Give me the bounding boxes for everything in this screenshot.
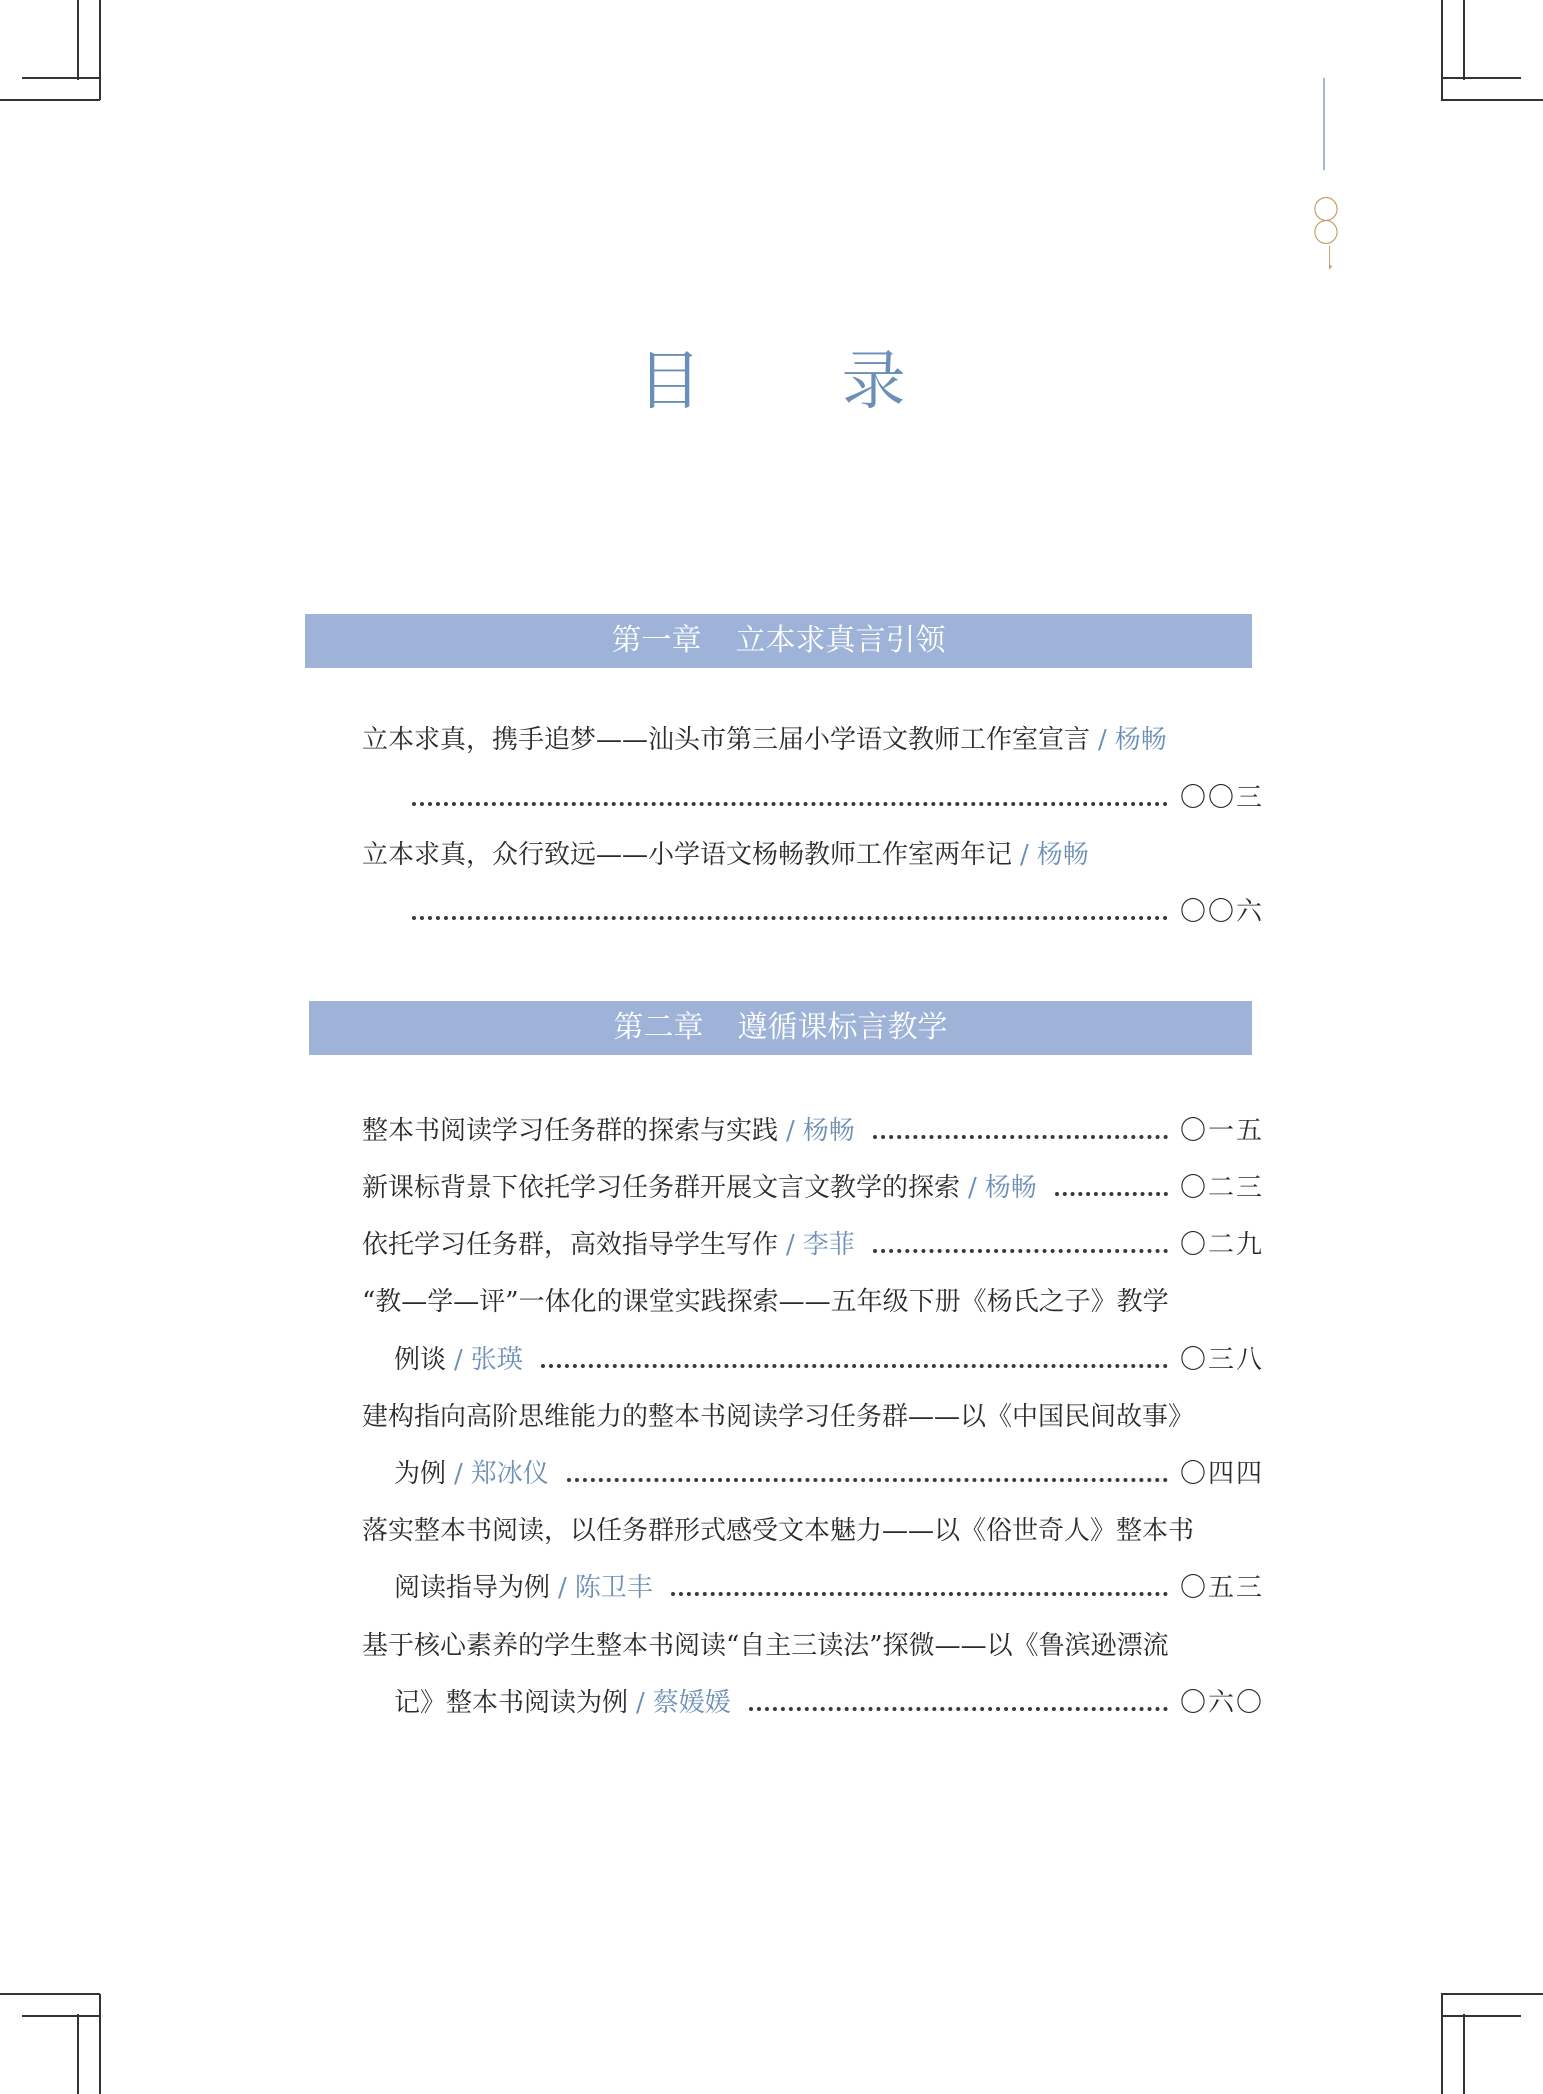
dot-leader: [749, 1707, 1168, 1711]
crop-mark-bottom-left-h2: [22, 2015, 100, 2017]
entry-title: 依托学习任务群，高效指导学生写作: [362, 1230, 779, 1260]
entry-author: 杨畅: [802, 1116, 855, 1146]
author-separator: /: [558, 1573, 567, 1603]
entry-author: 郑冰仪: [470, 1459, 549, 1489]
crop-mark-top-left-v2: [77, 0, 79, 80]
author-separator: /: [1020, 840, 1029, 870]
toc-entry-title[interactable]: [362, 1282, 1262, 1322]
page-number-digit-3: 一: [1311, 244, 1342, 271]
dot-leader: [412, 916, 1168, 920]
entry-title-cont: 为例: [394, 1459, 447, 1489]
author-separator: /: [1098, 725, 1107, 755]
toc-entry-title[interactable]: [362, 1511, 1262, 1551]
entry-title: 立本求真，携手追梦——汕头市第三届小学语文教师工作室宣言: [362, 725, 1091, 755]
entry-page: 〇五三: [1180, 1573, 1265, 1603]
page-number: [1311, 196, 1342, 271]
chapter-name: 立本求真言引领: [735, 623, 946, 658]
dot-leader: [1055, 1192, 1168, 1196]
author-separator: /: [454, 1345, 463, 1375]
entry-title: 立本求真，众行致远——小学语文杨畅教师工作室两年记: [362, 840, 1013, 870]
chapter-header-1: [305, 614, 1252, 668]
entry-title-cont: 阅读指导为例: [394, 1573, 551, 1603]
entry-title: “教—学—评”一体化的课堂实践探索——五年级下册《杨氏之子》教学: [362, 1287, 1169, 1317]
entry-page: 〇三八: [1180, 1345, 1265, 1375]
crop-mark-bottom-left-v2: [77, 2014, 79, 2094]
dot-leader: [541, 1364, 1168, 1368]
toc-entry[interactable]: [362, 1225, 1265, 1265]
crop-mark-top-right-v: [1441, 0, 1443, 100]
chapter-number: 第二章: [613, 1010, 704, 1045]
author-separator: /: [968, 1173, 977, 1203]
author-separator: /: [636, 1688, 645, 1718]
toc-entry[interactable]: [362, 1168, 1265, 1208]
toc-entry-title[interactable]: [362, 720, 1262, 760]
page-number-digit-1: 〇: [1313, 196, 1340, 226]
entry-author: 杨畅: [1114, 725, 1167, 755]
crop-mark-top-right-h2: [1441, 77, 1521, 79]
entry-page: 〇二九: [1180, 1230, 1265, 1260]
entry-page: 〇〇三: [1180, 783, 1265, 813]
toc-entry-page-line[interactable]: [394, 892, 1265, 932]
page-title: 目 录: [637, 345, 966, 419]
dot-leader: [567, 1478, 1168, 1482]
chapter-header-2: [309, 1001, 1252, 1055]
toc-entry-continuation[interactable]: [394, 1454, 1265, 1494]
toc-entry-continuation[interactable]: [394, 1340, 1265, 1380]
crop-mark-top-right-v2: [1463, 0, 1465, 80]
toc-entry[interactable]: [362, 1111, 1265, 1151]
toc-entry-page-line[interactable]: [394, 778, 1265, 818]
crop-mark-bottom-right-v: [1441, 1994, 1443, 2094]
entry-title: 基于核心素养的学生整本书阅读“自主三读法”探微——以《鲁滨逊漂流: [362, 1631, 1169, 1661]
crop-mark-bottom-right-h: [1441, 1993, 1543, 1995]
entry-title-cont: 记》整本书阅读为例: [394, 1688, 629, 1718]
crop-mark-top-left-v: [99, 0, 101, 100]
chapter-number: 第一章: [611, 623, 702, 658]
entry-page: 〇〇六: [1180, 897, 1265, 927]
crop-mark-bottom-right-h2: [1441, 2015, 1521, 2017]
entry-author: 蔡媛媛: [652, 1688, 731, 1718]
page-number-digit-2: 〇: [1313, 219, 1340, 249]
toc-entry-title[interactable]: [362, 835, 1262, 875]
dot-leader: [873, 1249, 1168, 1253]
crop-mark-top-left-h: [0, 99, 100, 101]
entry-page: 〇二三: [1180, 1173, 1265, 1203]
crop-mark-top-right-h: [1441, 99, 1543, 101]
crop-mark-bottom-left-h: [0, 1993, 100, 1995]
toc-entry-continuation[interactable]: [394, 1683, 1265, 1723]
page-number-rule: [1323, 78, 1325, 170]
dot-leader: [671, 1592, 1168, 1596]
author-separator: /: [454, 1459, 463, 1489]
entry-page: 〇六〇: [1180, 1688, 1265, 1718]
toc-entry-title[interactable]: [362, 1626, 1262, 1666]
entry-page: 〇四四: [1180, 1459, 1265, 1489]
toc-entry-title[interactable]: [362, 1397, 1262, 1437]
author-separator: /: [786, 1230, 795, 1260]
chapter-name: 遵循课标言教学: [737, 1010, 948, 1045]
dot-leader: [873, 1135, 1168, 1139]
entry-author: 陈卫丰: [574, 1573, 653, 1603]
entry-author: 张瑛: [470, 1345, 523, 1375]
entry-author: 杨畅: [1036, 840, 1089, 870]
dot-leader: [412, 802, 1168, 806]
entry-title: 新课标背景下依托学习任务群开展文言文教学的探索: [362, 1173, 961, 1203]
entry-title: 建构指向高阶思维能力的整本书阅读学习任务群——以《中国民间故事》: [362, 1402, 1195, 1432]
entry-title: 落实整本书阅读，以任务群形式感受文本魅力——以《俗世奇人》整本书: [362, 1516, 1195, 1546]
entry-title: 整本书阅读学习任务群的探索与实践: [362, 1116, 779, 1146]
author-separator: /: [786, 1116, 795, 1146]
entry-title-cont: 例谈: [394, 1345, 447, 1375]
entry-author: 杨畅: [984, 1173, 1037, 1203]
toc-entry-continuation[interactable]: [394, 1568, 1265, 1608]
entry-page: 〇一五: [1180, 1116, 1265, 1146]
entry-author: 李菲: [802, 1230, 855, 1260]
crop-mark-bottom-left-v: [99, 1994, 101, 2094]
crop-mark-bottom-right-v2: [1463, 2014, 1465, 2094]
crop-mark-top-left-h2: [22, 77, 100, 79]
